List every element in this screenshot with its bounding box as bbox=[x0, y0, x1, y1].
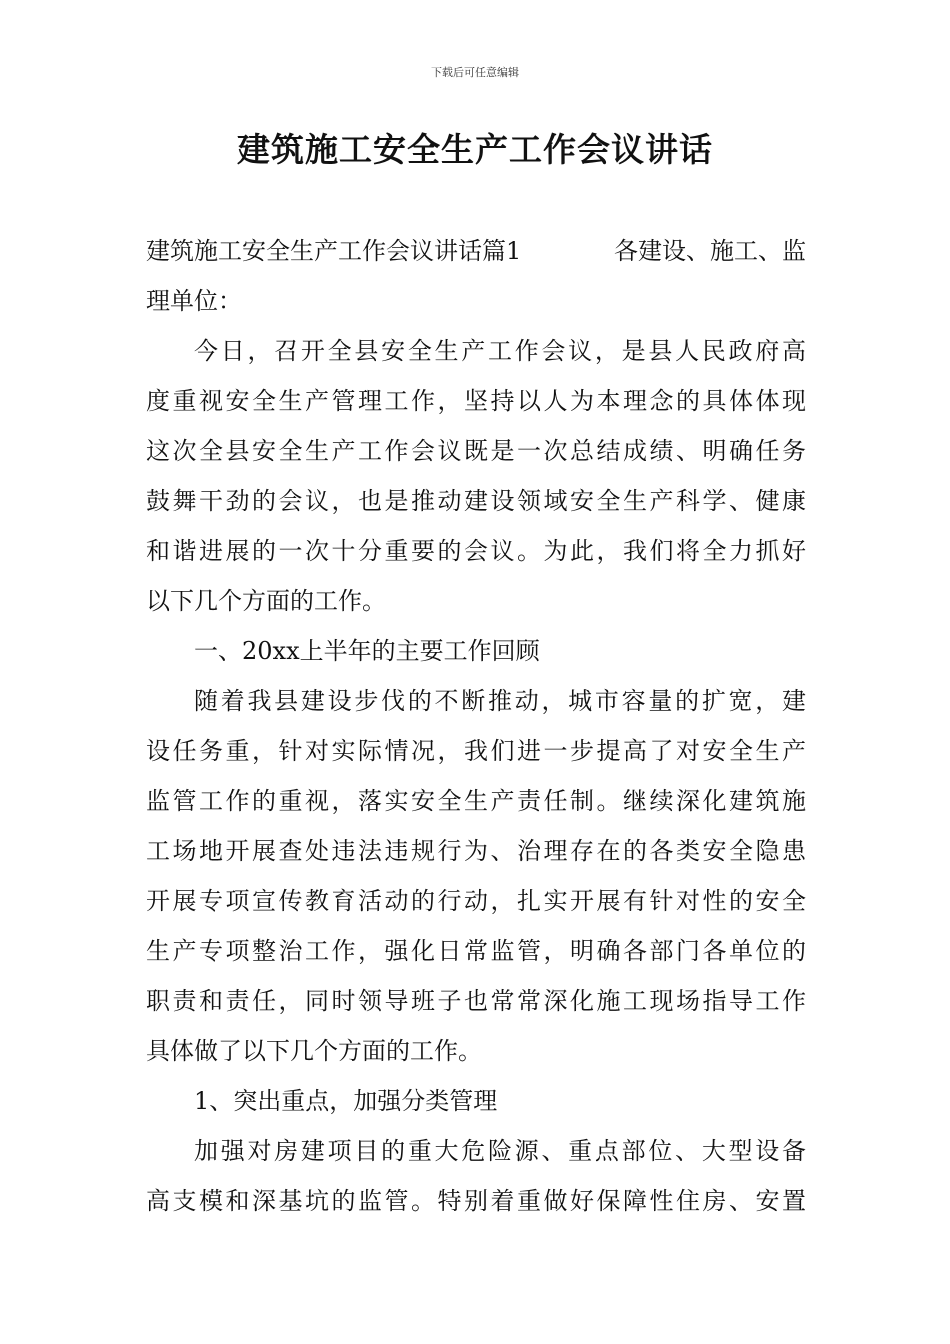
body-line: 随着我县建设步伐的不断推动，城市容量的扩宽，建 bbox=[194, 687, 806, 715]
body-line: 这次全县安全生产工作会议既是一次总结成绩、明确任务 bbox=[146, 437, 806, 465]
body-line: 具体做了以下几个方面的工作。 bbox=[146, 1037, 482, 1065]
body-line: 开展专项宣传教育活动的行动，扎实开展有针对性的安全 bbox=[146, 887, 806, 915]
document-title: 建筑施工安全生产工作会议讲话 bbox=[237, 130, 713, 169]
body-line: 度重视安全生产管理工作，坚持以人为本理念的具体体现 bbox=[146, 387, 806, 415]
header-note: 下载后可任意编辑 bbox=[431, 66, 519, 79]
body-line: 1、突出重点，加强分类管理 bbox=[194, 1087, 498, 1115]
body-line: 和谐进展的一次十分重要的会议。为此，我们将全力抓好 bbox=[146, 537, 806, 565]
body-line: 理单位： bbox=[146, 287, 242, 315]
body-line: 职责和责任，同时领导班子也常常深化施工现场指导工作 bbox=[146, 987, 806, 1015]
body-line: 今日，召开全县安全生产工作会议，是县人民政府高 bbox=[194, 337, 806, 365]
body-line: 高支模和深基坑的监管。特别着重做好保障性住房、安置 bbox=[146, 1187, 806, 1215]
document-body bbox=[146, 226, 806, 1226]
body-line bbox=[146, 226, 806, 276]
salutation-start: 各建设、施工、监 bbox=[614, 237, 806, 265]
body-line: 一、20xx上半年的主要工作回顾 bbox=[194, 637, 540, 665]
body-line: 生产专项整治工作，强化日常监管，明确各部门各单位的 bbox=[146, 937, 806, 965]
body-line: 工场地开展查处违法违规行为、治理存在的各类安全隐患 bbox=[146, 837, 806, 865]
body-line: 鼓舞干劲的会议，也是推动建设领域安全生产科学、健康 bbox=[146, 487, 806, 515]
body-line: 以下几个方面的工作。 bbox=[146, 587, 386, 615]
body-line: 设任务重，针对实际情况，我们进一步提高了对安全生产 bbox=[146, 737, 806, 765]
body-line: 监管工作的重视，落实安全生产责任制。继续深化建筑施 bbox=[146, 787, 806, 815]
body-line: 加强对房建项目的重大危险源、重点部位、大型设备 bbox=[194, 1137, 806, 1165]
section-heading: 建筑施工安全生产工作会议讲话篇1 bbox=[146, 237, 522, 265]
